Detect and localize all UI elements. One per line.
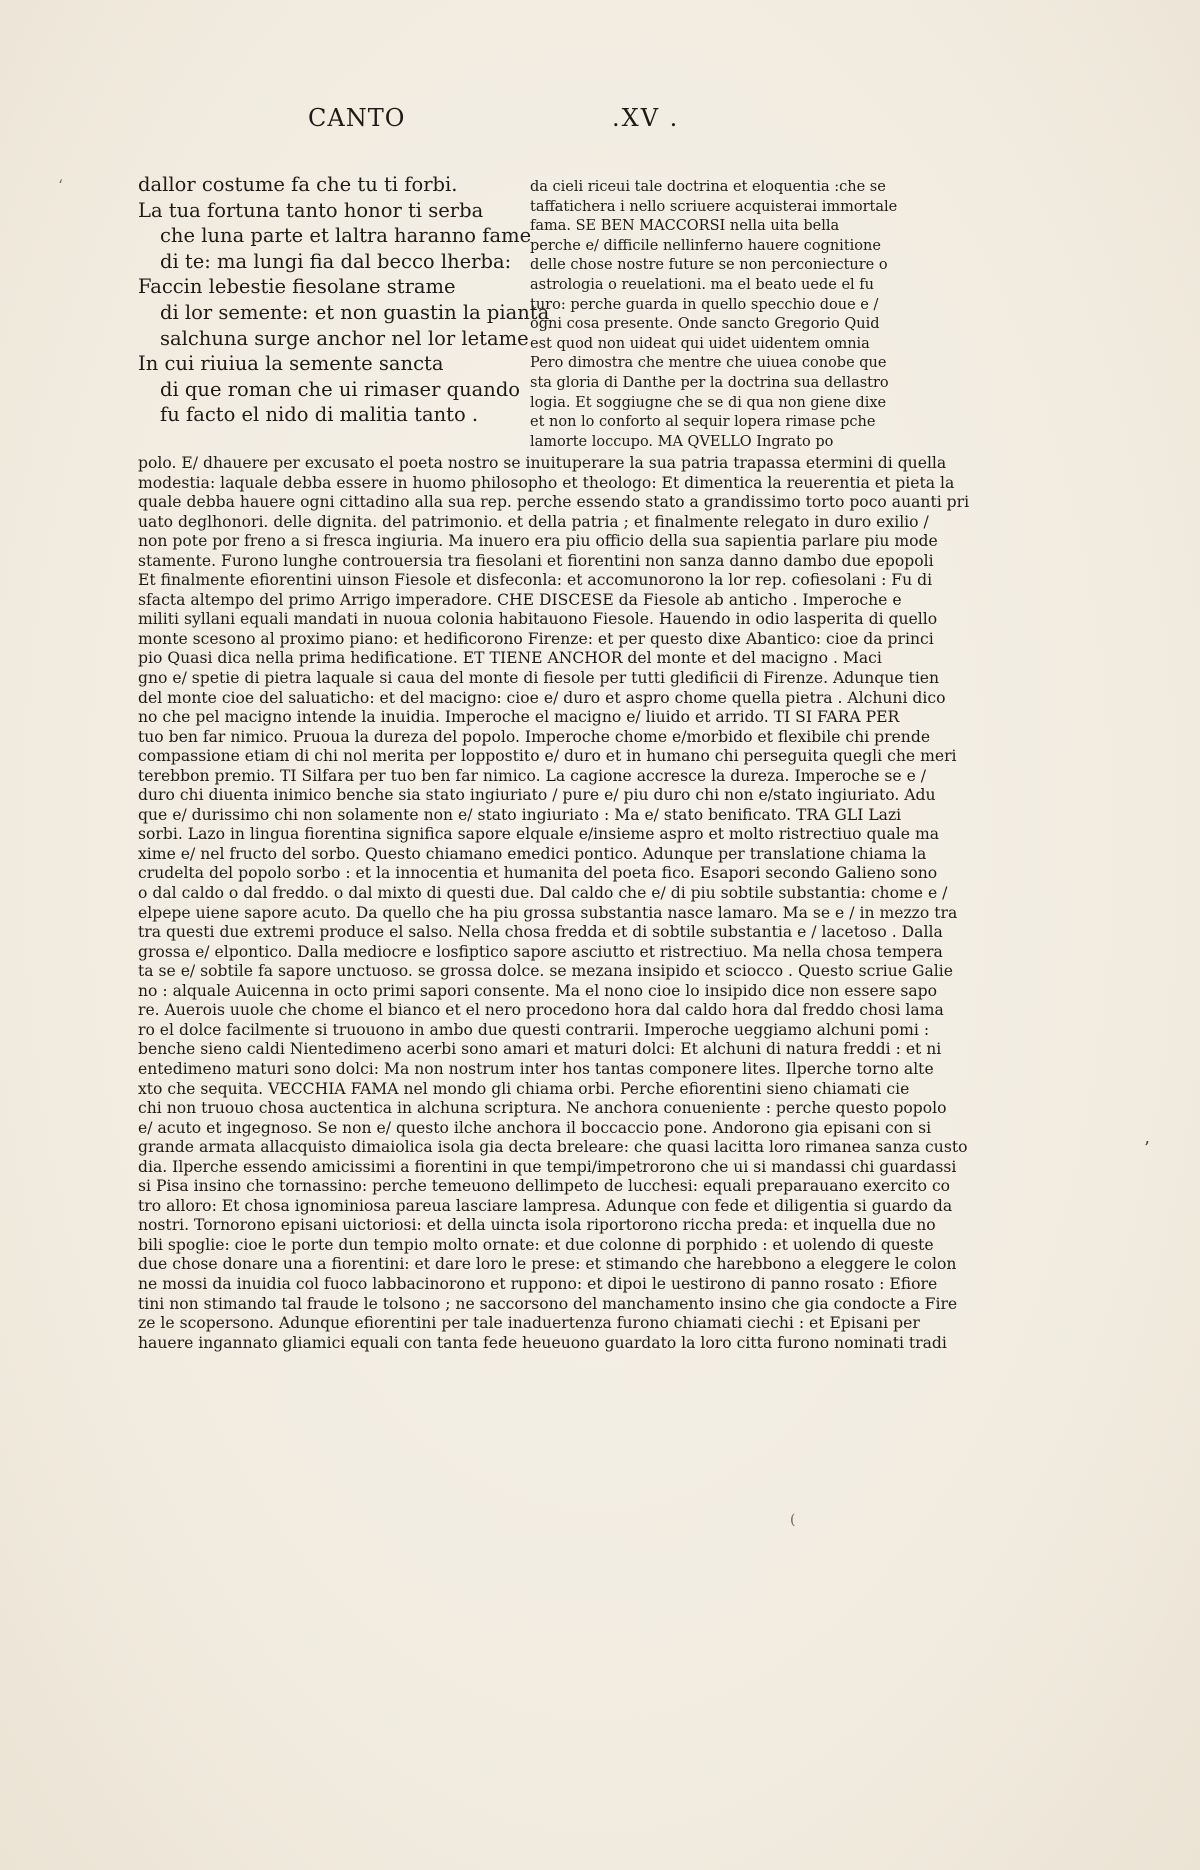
commentary-line: e/ acuto et ingegnoso. Se non e/ questo ilche anchora il boccaccio pone. Andorono gia episani con si xyxy=(138,1118,932,1137)
commentary-line: sfacta altempo del primo Arrigo imperadore. CHE DISCESE da Fiesole ab anticho . Imperoche e xyxy=(138,590,902,609)
commentary-line: ne mossi da inuidia col fuoco labbacinorono et ruppono: et dipoi le uestirono di panno rosato : Efiore xyxy=(138,1274,938,1293)
commentary-line: modestia: laquale debba essere in huomo philosopho et theologo: Et dimentica la reuerentia et pieta la xyxy=(138,473,955,492)
margin-mark-right: ’ xyxy=(1144,1138,1150,1159)
commentary-line: sorbi. Lazo in lingua fiorentina significa sapore elquale e/insieme aspro et molto ristrectiuo quale ma xyxy=(138,825,940,844)
verse-line: La tua fortuna tanto honor ti serba xyxy=(138,198,484,222)
commentary-line: tini non stimando tal fraude le tolsono ; ne saccorsono del manchamento insino che gia condocte a Fire xyxy=(138,1294,958,1313)
commentary-line: nostri. Tornorono episani uictoriosi: et della uincta isola riportorono riccha preda: et inquella due no xyxy=(138,1216,936,1235)
verse-block xyxy=(138,172,550,428)
commentary-line: taffatichera i nello scriuere acquisterai immortale xyxy=(530,198,898,215)
commentary-line: uato deglhonori. delle dignita. del patrimonio. et della patria ; et finalmente relegato in duro exilio / xyxy=(138,512,929,531)
commentary-line: gno e/ spetie di pietra laquale si caua del monte di fiesole per tutti gledificii di Firenze. Adunque tien xyxy=(138,669,940,688)
commentary-column xyxy=(530,178,910,452)
commentary-line: Pero dimostra che mentre che uiuea conobe que xyxy=(530,355,887,372)
commentary-line: entedimeno maturi sono dolci: Ma non nostrum inter hos tantas componere lites. Ilperche torno alte xyxy=(138,1059,934,1078)
commentary-line: re. Auerois uuole che chome el bianco et el nero procedono hora dal caldo hora dal freddo chosi lama xyxy=(138,1001,944,1020)
running-header xyxy=(0,104,1200,144)
commentary-line: o dal caldo o dal freddo. o dal mixto di questi due. Dal caldo che e/ di piu sobtile substantia: chome e / xyxy=(138,884,948,903)
verse-line: salchuna surge anchor nel lor letame xyxy=(160,326,529,350)
commentary-line: bili spoglie: cioe le porte dun tempio molto ornate: et due colonne di porphido : et uolendo di queste xyxy=(138,1235,934,1254)
commentary-line: quale debba hauere ogni cittadino alla sua rep. perche essendo stato a grandissimo torto poco auanti pri xyxy=(138,493,970,512)
commentary-line: lamorte loccupo. MA QVELLO Ingrato po xyxy=(530,433,834,450)
commentary-line: da cieli riceui tale doctrina et eloquentia :che se xyxy=(530,179,886,195)
commentary-line: fama. SE BEN MACCORSI nella uita bella xyxy=(530,218,840,235)
commentary-line: xime e/ nel fructo del sorbo. Questo chiamano emedici pontico. Adunque per translatione chiama la xyxy=(138,844,927,863)
commentary-line: ogni cosa presente. Onde sancto Gregorio Quid xyxy=(530,316,880,333)
commentary-line: stamente. Furono lunghe controuersia tra fiesolani et fiorentini non sanza danno dambo due epopoli xyxy=(138,551,934,570)
commentary-line: tuo ben far nimico. Pruoua la dureza del popolo. Imperoche chome e/morbido et flexibile chi prende xyxy=(138,727,931,746)
margin-mark-left: ‘ xyxy=(58,176,64,195)
commentary-line: non pote por freno a si fresca ingiuria. Ma inuero era piu officio della sua sapientia parlare piu mode xyxy=(138,532,938,551)
commentary-line: compassione etiam di chi nol merita per loppostito e/ duro et in humano chi perseguita quegli che meri xyxy=(138,747,957,766)
header-canto: CANTO xyxy=(308,104,406,132)
commentary-line: no che pel macigno intende la inuidia. Imperoche el macigno e/ liuido et arrido. TI SI FARA PER xyxy=(138,708,900,727)
commentary-line: militi syllani equali mandati in nuoua colonia habitauono Fiesole. Hauendo in odio lasperita di quello xyxy=(138,610,938,629)
commentary-line: et non lo conforto al sequir lopera rimase pche xyxy=(530,414,876,431)
commentary-line: logia. Et soggiugne che se di qua non giene dixe xyxy=(530,394,887,411)
commentary-line: chi non truouo chosa auctentica in alchuna scriptura. Ne anchora conueniente : perche questo popolo xyxy=(138,1099,947,1118)
commentary-line: sta gloria di Danthe per la doctrina sua dellastro xyxy=(530,374,889,391)
verse-line: In cui riuiua la semente sancta xyxy=(138,352,444,376)
commentary-line: due chose donare una a fiorentini: et dare loro le prese: et stimando che harebbono a eleggere le colon xyxy=(138,1255,957,1274)
commentary-line: tro alloro: Et chosa ignominiosa pareua lasciare lampresa. Adunque con fede et diligentia si guardo da xyxy=(138,1196,953,1215)
commentary-line: dia. Ilperche essendo amicissimi a fiorentini in que tempi/impetrorono che ui si mandassi chi guardassi xyxy=(138,1157,957,1176)
commentary-line: xto che sequita. VECCHIA FAMA nel mondo gli chiama orbi. Perche efiorentini sieno chiamati cie xyxy=(138,1079,910,1098)
verse-line: Faccin lebestie fiesolane strame xyxy=(138,275,456,299)
commentary-line: grande armata allacquisto dimaiolica isola gia decta breleare: che quasi lacitta loro rimanea sanza custo xyxy=(138,1138,968,1157)
commentary-line: delle chose nostre future se non perconiecture o xyxy=(530,257,888,274)
verse-line: di te: ma lungi fia dal becco lherba: xyxy=(160,249,512,273)
commentary-line: elpepe uiene sapore acuto. Da quello che ha piu grossa substantia nasce lamaro. Ma se e / in mezzo tra xyxy=(138,903,958,922)
commentary-line: polo. E/ dhauere per excusato el poeta nostro se inuituperare la sua patria trapassa etermini di quella xyxy=(138,454,947,472)
commentary-line: perche e/ difficile nellinferno hauere cognitione xyxy=(530,237,881,254)
commentary-line: Et finalmente efiorentini uinson Fiesole et disfeconla: et accomunorono la lor rep. cofiesolani : Fu di xyxy=(138,571,933,590)
commentary-line: no : alquale Auicenna in octo primi sapori consente. Ma el nono cioe lo insipido dice non essere sapo xyxy=(138,981,938,1000)
commentary-line: ro el dolce facilmente si truouono in ambo due questi contrarii. Imperoche ueggiamo alchuni pomi : xyxy=(138,1020,930,1039)
commentary-line: si Pisa insino che tornassino: perche temeuono dellimpeto de lucchesi: equali preparauano exercito co xyxy=(138,1177,951,1196)
commentary-line: est quod non uideat qui uidet uidentem omnia xyxy=(530,335,870,352)
commentary-block xyxy=(138,454,1018,1353)
verse-line: di que roman che ui rimaser quando xyxy=(160,377,521,401)
commentary-line: ze le scopersono. Adunque efiorentini per tale inaduertenza furono chiamati ciechi : et Episani per xyxy=(138,1314,920,1333)
verse-line: dallor costume fa che tu ti forbi. xyxy=(138,173,458,196)
commentary-line: pio Quasi dica nella prima hedificatione. ET TIENE ANCHOR del monte et del macigno . Maci xyxy=(138,649,882,668)
commentary-line: turo: perche guarda in quello specchio doue e / xyxy=(530,296,879,313)
header-canto-number: .XV . xyxy=(612,104,680,132)
commentary-line: ta se e/ sobtile fa sapore unctuoso. se grossa dolce. se mezana insipido et sciocco . Questo scriue Galie xyxy=(138,962,953,981)
commentary-line: benche sieno caldi Nientedimeno acerbi sono amari et maturi dolci: Et alchuni di natura freddi : et ni xyxy=(138,1040,942,1059)
verse-line: che luna parte et laltra haranno fame xyxy=(160,224,532,248)
commentary-line: duro chi diuenta inimico benche sia stato ingiuriato / pure e/ piu duro chi non e/stato ingiuriato. Adu xyxy=(138,786,936,805)
commentary-line: monte scesono al proximo piano: et hedificorono Firenze: et per questo dixe Abantico: cioe da princi xyxy=(138,629,934,648)
page-bottom-mark: ( xyxy=(790,1512,796,1528)
commentary-line: astrologia o reuelationi. ma el beato uede el fu xyxy=(530,276,874,293)
commentary-line: terebbon premio. TI Silfara per tuo ben far nimico. La cagione accresce la dureza. Imperoche se e / xyxy=(138,766,927,785)
commentary-line: tra questi due extremi produce el salso. Nella chosa fredda et di sobtile substantia e / lacetoso . Dalla xyxy=(138,923,943,942)
commentary-line: hauere ingannato gliamici equali con tanta fede heueuono guardato la loro citta furono nominati tradi xyxy=(138,1333,947,1352)
commentary-line: crudelta del popolo sorbo : et la innocentia et humanita del poeta fico. Esapori secondo Galieno sono xyxy=(138,864,938,883)
commentary-line: del monte cioe del saluaticho: et del macigno: cioe e/ duro et aspro chome quella pietra . Alchuni dico xyxy=(138,688,946,707)
verse-line: fu facto el nido di malitia tanto . xyxy=(160,403,479,427)
commentary-line: que e/ durissimo chi non solamente non e/ stato ingiuriato : Ma e/ stato benificato. TRA GLI Lazi xyxy=(138,805,902,824)
verse-line: di lor semente: et non guastin la pianta xyxy=(160,300,550,324)
commentary-line: grossa e/ elpontico. Dalla mediocre e losfiptico sapore asciutto et ristrectiuo. Ma nella chosa tempera xyxy=(138,942,943,961)
